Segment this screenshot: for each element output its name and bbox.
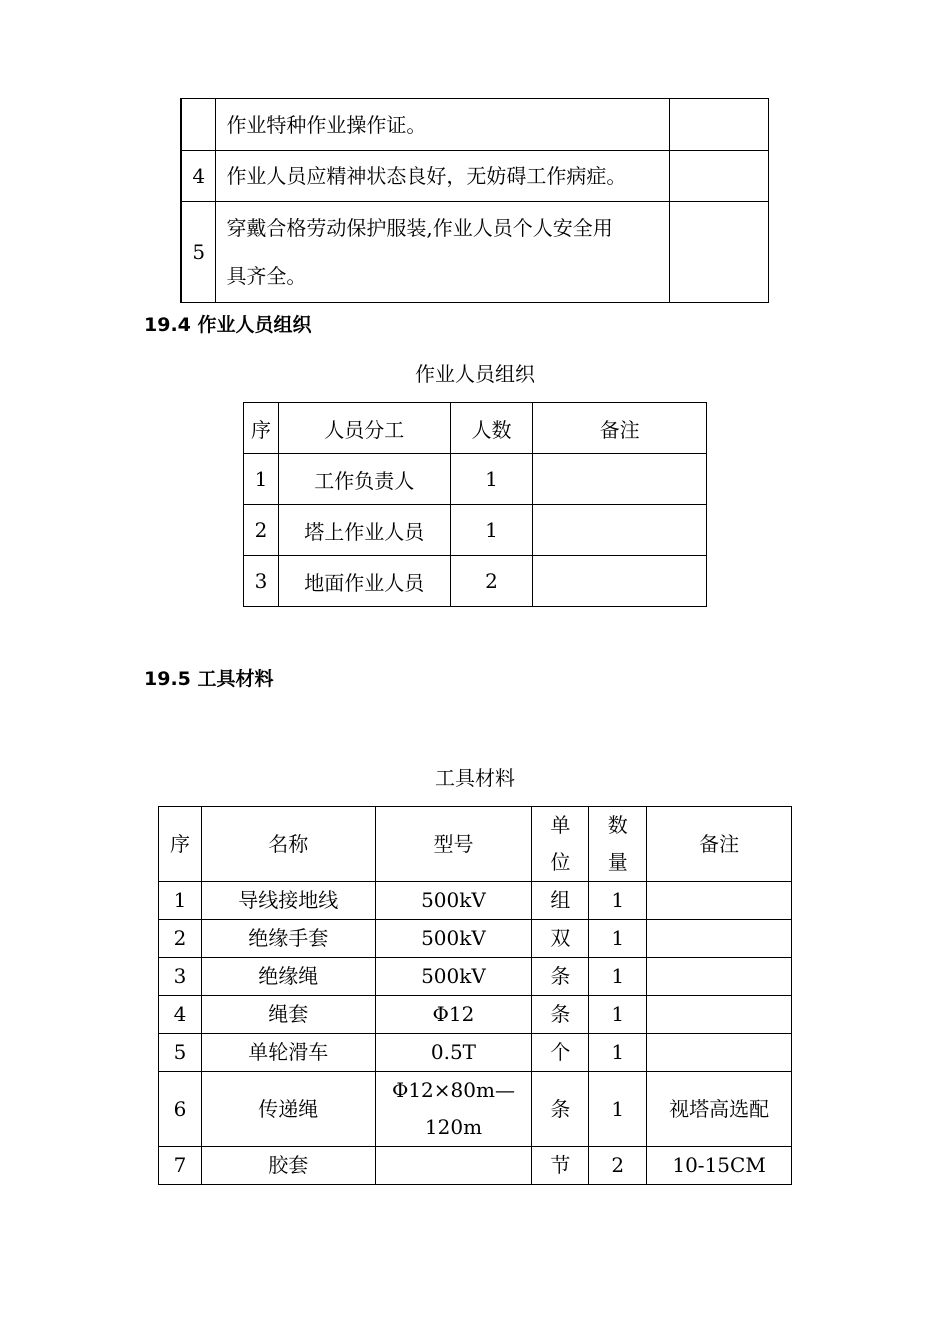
table-row (181, 202, 769, 303)
table-row (159, 958, 792, 996)
cell-no: 3 (159, 958, 202, 996)
requirement-line: 作业特种作业操作证。 (226, 112, 427, 137)
cell-qty: 1 (589, 958, 647, 996)
cell-model: 500kV (375, 958, 532, 996)
table-row (159, 1147, 792, 1185)
table-row (244, 505, 707, 556)
table-header-row (159, 807, 792, 882)
cell-model: 500kV (375, 920, 532, 958)
header-line: 位 (550, 850, 571, 874)
cell-model: 0.5T (375, 1034, 532, 1072)
requirement-line: 具齐全。 (226, 264, 307, 288)
cell-note: 视塔高选配 (647, 1072, 792, 1147)
check-cell (670, 202, 769, 303)
check-cell (670, 151, 769, 202)
table-row (181, 99, 769, 151)
table-row (159, 920, 792, 958)
cell-note: 10-15CM (647, 1147, 792, 1185)
table-cell: 2 (244, 505, 279, 556)
row-number (181, 99, 216, 151)
row-number: 4 (181, 151, 216, 202)
check-cell (670, 99, 769, 151)
cell-model: 500kV (375, 882, 532, 920)
cell-qty: 2 (589, 1147, 647, 1185)
cell-unit: 组 (532, 882, 589, 920)
cell-model (375, 1147, 532, 1185)
staff-table (243, 402, 707, 607)
table-row (159, 996, 792, 1034)
column-header: 人员分工 (278, 403, 450, 454)
cell-unit: 条 (532, 1072, 589, 1147)
cell-no: 1 (159, 882, 202, 920)
table-row (159, 1034, 792, 1072)
section-heading: 19.5 工具材料 (144, 668, 274, 690)
cell-name: 绳套 (201, 996, 375, 1034)
table-cell: 1 (450, 454, 533, 505)
cell-qty: 1 (589, 996, 647, 1034)
cell-note (647, 920, 792, 958)
cell-unit: 条 (532, 996, 589, 1034)
table-cell: 1 (450, 505, 533, 556)
column-header (589, 807, 647, 882)
table-cell (533, 556, 707, 607)
column-header: 序 (244, 403, 279, 454)
cell-model (375, 1072, 532, 1147)
checklist-table (180, 98, 769, 303)
requirement-text (216, 99, 670, 151)
requirement-text (216, 151, 670, 202)
table-row (181, 151, 769, 202)
cell-note (647, 996, 792, 1034)
section-heading: 19.4 作业人员组织 (144, 314, 312, 336)
column-header: 序 (159, 807, 202, 882)
table-cell: 2 (450, 556, 533, 607)
requirement-text (216, 202, 670, 303)
cell-unit: 双 (532, 920, 589, 958)
column-header: 备注 (647, 807, 792, 882)
row-number: 5 (181, 202, 216, 303)
cell-name: 传递绳 (201, 1072, 375, 1147)
cell-no: 6 (159, 1072, 202, 1147)
requirement-line: 穿戴合格劳动保护服装,作业人员个人安全用 (226, 216, 613, 240)
table-cell: 塔上作业人员 (278, 505, 450, 556)
cell-qty: 1 (589, 1034, 647, 1072)
table-row (244, 556, 707, 607)
table-header-row (244, 403, 707, 454)
cell-qty: 1 (589, 882, 647, 920)
cell-unit: 条 (532, 958, 589, 996)
cell-no: 5 (159, 1034, 202, 1072)
header-line: 量 (607, 850, 628, 874)
cell-name: 绝缘手套 (201, 920, 375, 958)
cell-model: Φ12 (375, 996, 532, 1034)
table-cell: 1 (244, 454, 279, 505)
table-row (244, 454, 707, 505)
header-line: 单 (550, 813, 571, 837)
table-cell (533, 454, 707, 505)
tools-body (159, 882, 792, 1185)
table-cell: 地面作业人员 (278, 556, 450, 607)
cell-no: 7 (159, 1147, 202, 1185)
cell-unit: 节 (532, 1147, 589, 1185)
column-header: 名称 (201, 807, 375, 882)
cell-name: 绝缘绳 (201, 958, 375, 996)
table-row (159, 882, 792, 920)
model-line: 120m (424, 1115, 483, 1139)
requirement-line: 作业人员应精神状态良好，无妨碍工作病症。 (226, 164, 627, 188)
cell-name: 单轮滑车 (201, 1034, 375, 1072)
table-cell (533, 505, 707, 556)
cell-note (647, 1034, 792, 1072)
column-header: 人数 (450, 403, 533, 454)
table-caption: 作业人员组织 (415, 362, 535, 386)
table-caption: 工具材料 (435, 766, 515, 790)
column-header: 型号 (375, 807, 532, 882)
column-header: 备注 (533, 403, 707, 454)
cell-note (647, 882, 792, 920)
header-line: 数 (607, 813, 628, 837)
cell-name: 胶套 (201, 1147, 375, 1185)
table-cell: 工作负责人 (278, 454, 450, 505)
tools-table (158, 806, 792, 1185)
cell-note (647, 958, 792, 996)
model-line: Φ12×80m— (391, 1078, 515, 1102)
cell-unit: 个 (532, 1034, 589, 1072)
column-header (532, 807, 589, 882)
cell-no: 4 (159, 996, 202, 1034)
cell-no: 2 (159, 920, 202, 958)
table-cell: 3 (244, 556, 279, 607)
table-row (159, 1072, 792, 1147)
cell-name: 导线接地线 (201, 882, 375, 920)
cell-qty: 1 (589, 1072, 647, 1147)
cell-qty: 1 (589, 920, 647, 958)
